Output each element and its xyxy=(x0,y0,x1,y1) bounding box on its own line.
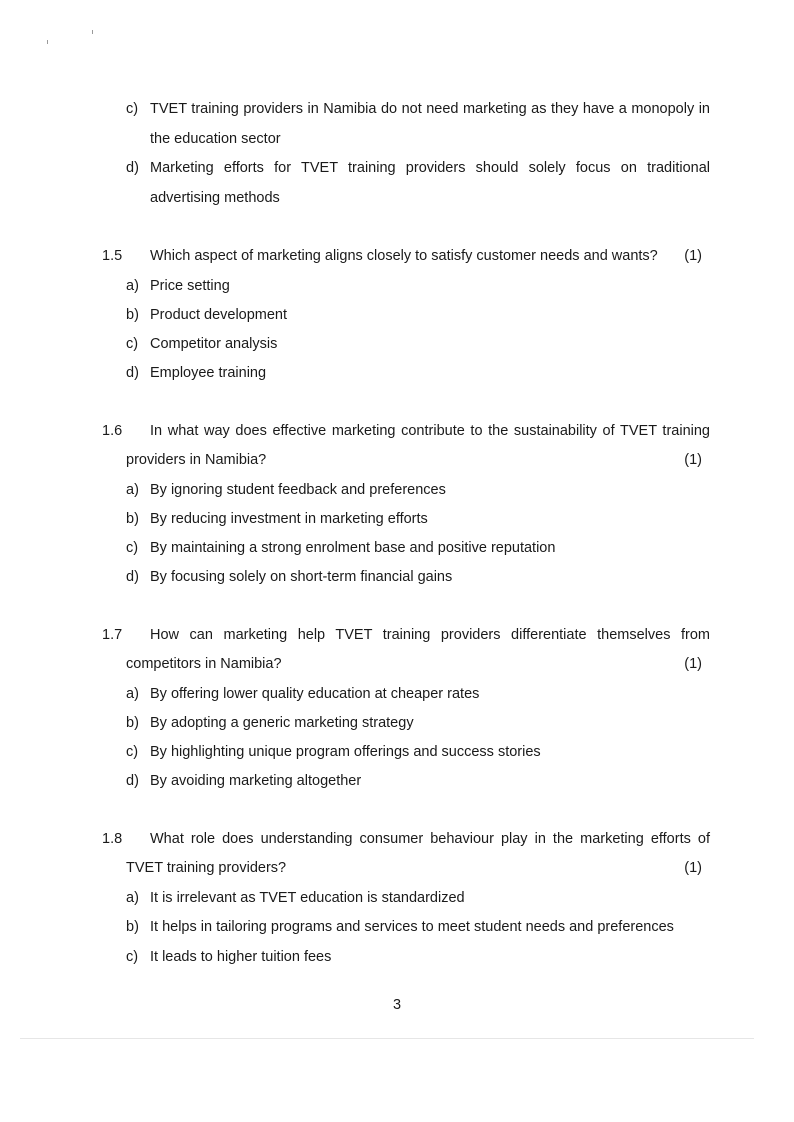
scan-mark xyxy=(92,30,93,34)
question-text: Which aspect of marketing aligns closely to satisfy customer needs and wants? xyxy=(150,248,658,264)
option-letter: c) xyxy=(126,744,139,760)
option-letter: c) xyxy=(126,540,139,556)
option-letter: c) xyxy=(126,336,139,352)
question-text-continuation: competitors in Namibia? xyxy=(126,656,282,672)
option-text: By adopting a generic marketing strategy xyxy=(150,715,414,731)
option-text: By ignoring student feedback and preferences xyxy=(150,482,446,498)
option-letter: c) xyxy=(126,101,139,117)
option-text: Product development xyxy=(150,307,288,323)
option-text: It helps in tailoring programs and services to meet student needs and preferences xyxy=(150,919,674,935)
option-text: Marketing efforts for TVET training providers should solely focus on traditional xyxy=(150,160,710,176)
option-letter: a) xyxy=(126,686,139,702)
option-letter: a) xyxy=(126,890,139,906)
question-number: 1.6 xyxy=(102,423,123,439)
question-mark-allocation: (1) xyxy=(684,248,702,264)
question-number: 1.8 xyxy=(102,831,123,847)
option-text-continuation: advertising methods xyxy=(150,190,280,206)
question-mark-allocation: (1) xyxy=(684,452,702,468)
option-letter: b) xyxy=(126,511,139,527)
option-text-continuation: the education sector xyxy=(150,131,281,147)
question-mark-allocation: (1) xyxy=(684,860,702,876)
option-text: By offering lower quality education at cheaper rates xyxy=(150,686,480,702)
option-letter: a) xyxy=(126,278,139,294)
question-text: In what way does effective marketing contribute to the sustainability of TVET training xyxy=(150,423,710,439)
option-text: Competitor analysis xyxy=(150,336,278,352)
question-text-continuation: TVET training providers? xyxy=(126,860,287,876)
option-letter: d) xyxy=(126,160,139,176)
option-text: It is irrelevant as TVET education is standardized xyxy=(150,890,465,906)
option-text: By highlighting unique program offerings and success stories xyxy=(150,744,541,760)
option-text: TVET training providers in Namibia do not need marketing as they have a monopoly in xyxy=(150,101,710,117)
question-text-continuation: providers in Namibia? xyxy=(126,452,267,468)
scan-mark xyxy=(47,40,48,44)
option-letter: a) xyxy=(126,482,139,498)
option-letter: b) xyxy=(126,715,139,731)
option-letter: b) xyxy=(126,919,139,935)
option-text: By reducing investment in marketing efforts xyxy=(150,511,428,527)
option-text: By avoiding marketing altogether xyxy=(150,773,362,789)
option-text: Price setting xyxy=(150,278,230,294)
option-text: Employee training xyxy=(150,365,267,381)
option-text: By focusing solely on short-term financial gains xyxy=(150,569,453,585)
page-number: 3 xyxy=(392,997,402,1013)
option-letter: c) xyxy=(126,949,139,965)
option-text: It leads to higher tuition fees xyxy=(150,949,332,965)
question-mark-allocation: (1) xyxy=(684,656,702,672)
question-text: How can marketing help TVET training providers differentiate themselves from xyxy=(150,627,710,643)
scan-edge-line xyxy=(20,1038,754,1039)
option-letter: d) xyxy=(126,773,139,789)
option-letter: d) xyxy=(126,569,139,585)
question-number: 1.7 xyxy=(102,627,123,643)
question-number: 1.5 xyxy=(102,248,123,264)
question-text: What role does understanding consumer behaviour play in the marketing efforts of xyxy=(150,831,710,847)
option-letter: d) xyxy=(126,365,139,381)
option-text: By maintaining a strong enrolment base and positive reputation xyxy=(150,540,556,556)
option-letter: b) xyxy=(126,307,139,323)
